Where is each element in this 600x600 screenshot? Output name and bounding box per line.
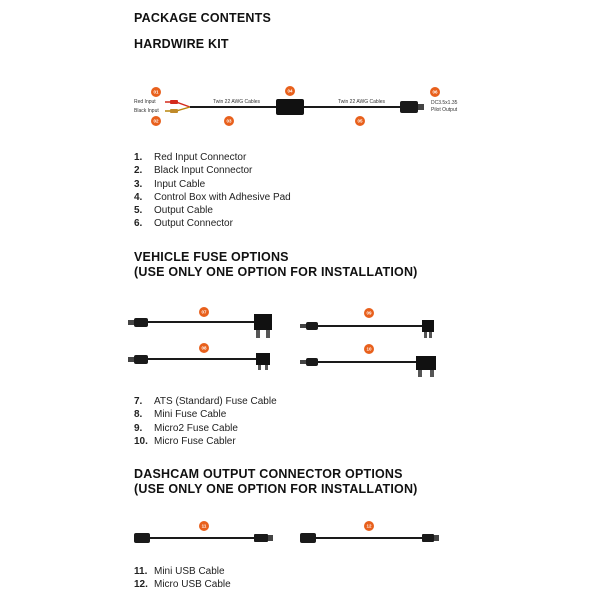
- list-item: 8. Mini Fuse Cable: [134, 409, 227, 421]
- svg-text:01: 01: [153, 89, 159, 95]
- list-item: 2. Black Input Connector: [134, 165, 253, 177]
- badge-01: [151, 87, 161, 97]
- ats-fuse-cable: [128, 307, 272, 338]
- control-box: [276, 99, 304, 115]
- list-item: 11. Mini USB Cable: [134, 566, 225, 577]
- dc-spec-label: DC3.5x1.35: [431, 100, 458, 106]
- badge-04: [285, 86, 295, 96]
- dashcam-diagram: [134, 521, 439, 543]
- badge-03: [224, 116, 234, 126]
- dashcam-heading-line2: (USE ONLY ONE OPTION FOR INSTALLATION): [134, 482, 418, 496]
- page-title: PACKAGE CONTENTS: [134, 11, 272, 25]
- micro-fuse-cable: [300, 344, 436, 377]
- svg-text:12: 12: [366, 523, 372, 529]
- list-item: 10. Micro Fuse Cabler: [134, 435, 236, 447]
- badge-06: [430, 87, 440, 97]
- list-item: 9. Micro2 Fuse Cable: [134, 422, 238, 434]
- hardwire-heading: HARDWIRE KIT: [134, 37, 229, 51]
- red-input-label: Red Input: [134, 99, 156, 105]
- svg-text:05: 05: [357, 118, 363, 124]
- badge-02: [151, 116, 161, 126]
- badge-05: [355, 116, 365, 126]
- list-item: 4. Control Box with Adhesive Pad: [134, 191, 291, 203]
- svg-text:04: 04: [287, 88, 293, 94]
- fuse-list: [134, 395, 277, 448]
- micro-usb-cable: [300, 521, 439, 543]
- svg-text:08: 08: [201, 345, 207, 351]
- list-item: 12. Micro USB Cable: [134, 579, 231, 591]
- micro2-fuse-cable: [300, 308, 434, 338]
- fuse-heading-line2: (USE ONLY ONE OPTION FOR INSTALLATION): [134, 265, 418, 279]
- svg-text:07: 07: [201, 309, 207, 315]
- list-item: 6. Output Connector: [134, 218, 233, 230]
- hardwire-list: [134, 151, 291, 231]
- fuse-heading: [134, 250, 418, 280]
- dashcam-heading: [134, 467, 418, 497]
- fuse-heading-line1: VEHICLE FUSE OPTIONS: [134, 250, 289, 264]
- list-item: 5. Output Cable: [134, 205, 213, 217]
- svg-text:09: 09: [366, 310, 372, 316]
- pilot-output-label: Pilot Output: [431, 107, 458, 113]
- svg-text:02: 02: [153, 118, 159, 124]
- fuse-diagram: [128, 307, 436, 377]
- mini-usb-cable: [134, 521, 273, 543]
- svg-text:03: 03: [226, 118, 232, 124]
- black-input-label: Black Input: [134, 108, 159, 114]
- svg-text:06: 06: [432, 89, 438, 95]
- list-item: 3. Input Cable: [134, 178, 206, 190]
- hardwire-diagram: [134, 86, 458, 126]
- mini-fuse-cable: [128, 343, 270, 370]
- red-ring-terminal: [170, 100, 178, 104]
- dashcam-list: [134, 565, 231, 592]
- dashcam-heading-line1: DASHCAM OUTPUT CONNECTOR OPTIONS: [134, 467, 403, 481]
- output-cable-label: Twin 22 AWG Cables: [338, 99, 386, 105]
- svg-text:11: 11: [201, 523, 207, 529]
- output-connector-tip: [418, 104, 424, 110]
- output-connector: [400, 101, 418, 113]
- svg-text:10: 10: [366, 346, 372, 352]
- black-ring-terminal: [170, 109, 178, 113]
- list-item: 1. Red Input Connector: [134, 152, 247, 163]
- list-item: 7. ATS (Standard) Fuse Cable: [134, 396, 277, 407]
- input-cable-label: Twin 22 AWG Cables: [213, 99, 261, 105]
